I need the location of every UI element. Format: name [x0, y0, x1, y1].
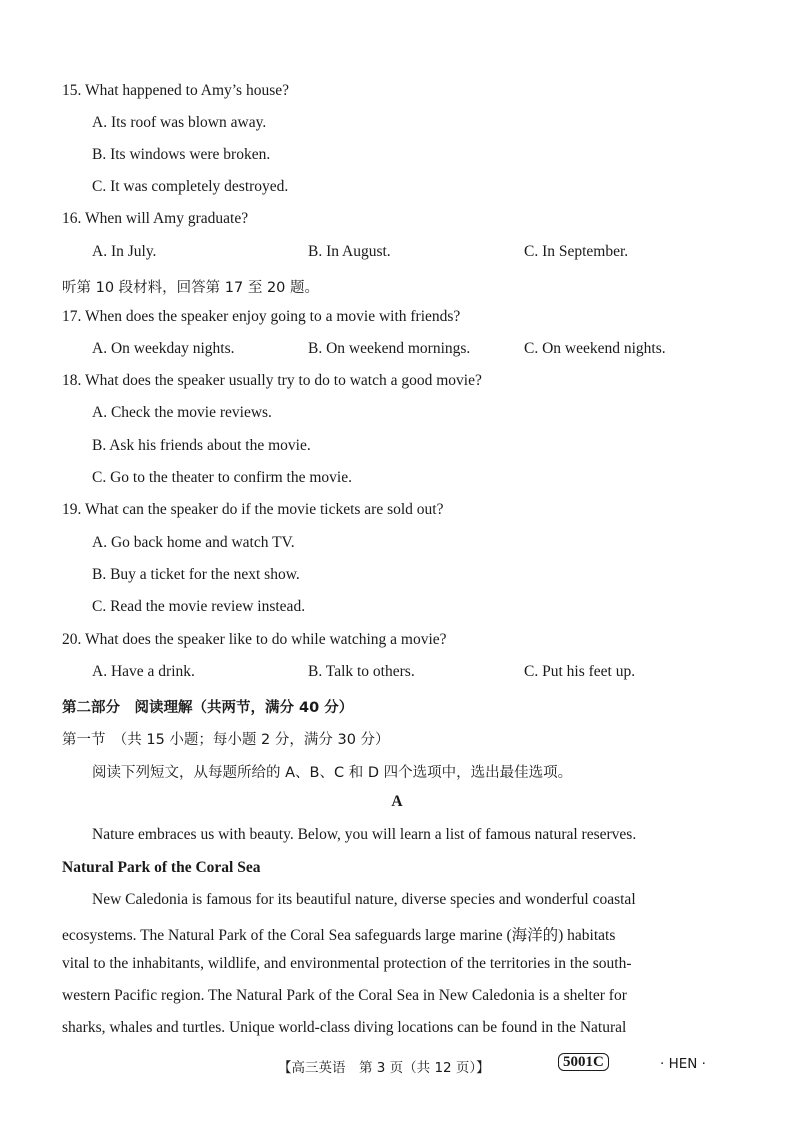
footer-page-info: 【高三英语 第 3 页（共 12 页）】: [278, 1060, 490, 1076]
passage-line: New Caledonia is famous for its beautiful nature, diverse species and wonderful coastal: [92, 891, 636, 908]
question-20-stem: 20. What does the speaker like to do while watching a movie?: [62, 631, 447, 648]
question-19-option-a: A. Go back home and watch TV.: [92, 534, 295, 551]
section-one-title: 第一节 （共 15 小题；每小题 2 分，满分 30 分）: [62, 732, 390, 748]
question-16-option-b: B. In August.: [308, 243, 391, 260]
passage-line: vital to the inhabitants, wildlife, and environmental protection of the territories in the south-: [62, 955, 632, 972]
question-20-option-a: A. Have a drink.: [92, 663, 195, 680]
question-17-option-b: B. On weekend mornings.: [308, 340, 471, 357]
question-17-option-a: A. On weekday nights.: [92, 340, 235, 357]
question-15-stem: 15. What happened to Amy’s house?: [62, 82, 290, 99]
listening-instruction: 听第 10 段材料，回答第 17 至 20 题。: [62, 280, 320, 296]
question-18-stem: 18. What does the speaker usually try to do to watch a good movie?: [62, 372, 482, 389]
question-16-option-c: C. In September.: [524, 243, 629, 260]
question-18-option-a: A. Check the movie reviews.: [92, 404, 272, 421]
question-16-stem: 16. When will Amy graduate?: [62, 210, 249, 227]
question-19-option-b: B. Buy a ticket for the next show.: [92, 566, 300, 583]
passage-line: western Pacific region. The Natural Park of the Coral Sea in New Caledonia is a shelter for: [62, 987, 627, 1004]
question-16-option-a: A. In July.: [92, 243, 157, 260]
passage-line: ecosystems. The Natural Park of the Coral Sea safeguards large marine (海洋的) habitats: [62, 927, 616, 944]
question-17-option-c: C. On weekend nights.: [524, 340, 666, 357]
exam-code: 5001C: [558, 1053, 609, 1071]
question-20-option-b: B. Talk to others.: [308, 663, 415, 680]
passage-line: sharks, whales and turtles. Unique world-class diving locations can be found in the Natural: [62, 1019, 627, 1036]
question-18-option-b: B. Ask his friends about the movie.: [92, 437, 311, 454]
part-two-title: 第二部分 阅读理解（共两节，满分 40 分）: [62, 700, 354, 716]
question-15-option-b: B. Its windows were broken.: [92, 146, 271, 163]
passage-intro: Nature embraces us with beauty. Below, you will learn a list of famous natural reserves.: [92, 826, 637, 843]
question-20-option-c: C. Put his feet up.: [524, 663, 636, 680]
passage-heading: Natural Park of the Coral Sea: [62, 859, 261, 876]
footer-code-box: [558, 1054, 609, 1071]
question-19-option-c: C. Read the movie review instead.: [92, 598, 306, 615]
question-15-option-c: C. It was completely destroyed.: [92, 178, 289, 195]
question-15-option-a: A. Its roof was blown away.: [92, 114, 267, 131]
passage-label: A: [391, 793, 403, 810]
footer-tag: · HEN ·: [660, 1056, 706, 1072]
question-17-stem: 17. When does the speaker enjoy going to a movie with friends?: [62, 308, 461, 325]
reading-instruction: 阅读下列短文，从每题所给的 A、B、C 和 D 四个选项中，选出最佳选项。: [92, 765, 573, 781]
question-18-option-c: C. Go to the theater to confirm the movie.: [92, 469, 352, 486]
question-19-stem: 19. What can the speaker do if the movie tickets are sold out?: [62, 501, 444, 518]
